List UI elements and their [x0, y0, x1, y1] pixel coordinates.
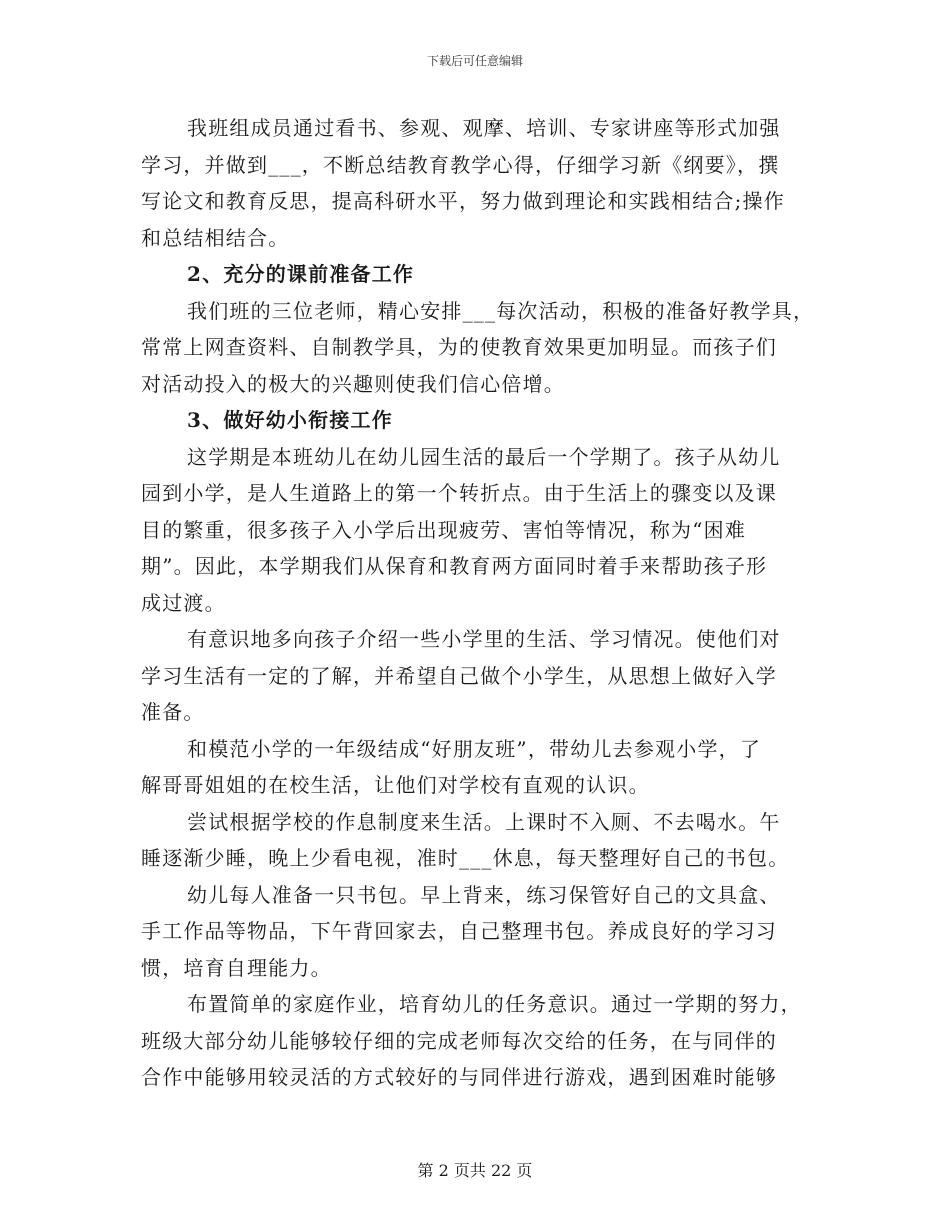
text-line: 学习，并做到___，不断总结教育教学心得，仔细学习新《纲要》，撰: [141, 152, 780, 177]
document-body: [141, 110, 821, 1096]
text-line: 和模范小学的一年级结成“好朋友班”，带幼儿去参观小学，了: [187, 736, 762, 761]
text-line: 学习生活有一定的了解，并希望自己做个小学生，从思想上做好入学: [141, 663, 777, 688]
page-footer: 第 2 页共 22 页: [417, 1161, 533, 1180]
text-line: 写论文和教育反思，提高科研水平，努力做到理论和实践相结合;操作: [141, 189, 785, 213]
paragraph: [141, 621, 821, 731]
text-line: 准备。: [141, 700, 205, 724]
text-line: 和总结相结合。: [141, 225, 290, 250]
text-line: 班级大部分幼儿能够较仔细的完成老师每次交给的任务，在与同伴的: [141, 1028, 777, 1053]
text-line: 手工作品等物品，下午背回家去，自己整理书包。养成良好的学习习: [141, 919, 777, 943]
text-line: 对活动投入的极大的兴趣则使我们信心倍增。: [141, 371, 565, 396]
paragraph: [141, 877, 821, 987]
text-line: 合作中能够用较灵活的方式较好的与同伴进行游戏，遇到困难时能够: [141, 1065, 777, 1089]
text-line: 尝试根据学校的作息制度来生活。上课时不入厕、不去喝水。午: [187, 809, 781, 834]
text-line: 我们班的三位老师，精心安排___每次活动，积极的准备好教学具，: [187, 298, 815, 323]
text-line: 有意识地多向孩子介绍一些小学里的生活、学习情况。使他们对: [187, 627, 781, 651]
text-line: 期”。因此，本学期我们从保育和教育两方面同时着手来帮助孩子形: [141, 554, 768, 578]
paragraph: [141, 804, 821, 877]
text-line: 园到小学，是人生道路上的第一个转折点。由于生活上的骤变以及课: [141, 481, 777, 505]
paragraph: [141, 110, 821, 256]
paragraph: [141, 986, 821, 1096]
text-line: 解哥哥姐姐的在校生活，让他们对学校有直观的认识。: [141, 773, 650, 797]
page-header: 下载后可任意编辑: [426, 54, 523, 68]
paragraph: [141, 731, 821, 804]
section-heading: 3、做好幼小衔接工作: [187, 408, 393, 432]
paragraph: [141, 293, 821, 403]
text-line: 这学期是本班幼儿在幼儿园生活的最后一个学期了。孩子从幼儿: [187, 444, 781, 469]
text-line: 睡逐渐少睡，晚上少看电视，准时___休息，每天整理好自己的书包。: [141, 846, 790, 870]
paragraph: [141, 439, 821, 622]
text-line: 布置简单的家庭作业，培育幼儿的任务意识。通过一学期的努力，: [187, 992, 802, 1016]
text-line: 我班组成员通过看书、参观、观摩、培训、专家讲座等形式加强: [187, 116, 781, 140]
text-line: 常常上网查资料、自制教学具，为的使教育效果更加明显。而孩子们: [141, 335, 777, 359]
text-line: 成过渡。: [141, 590, 226, 615]
text-line: 目的繁重，很多孩子入小学后出现疲劳、害怕等情况，称为“困难: [141, 517, 747, 542]
section-heading: 2、充分的课前准备工作: [187, 262, 415, 286]
text-line: 惯，培育自理能力。: [141, 955, 332, 980]
text-line: 幼儿每人准备一只书包。早上背来，练习保管好自己的文具盒、: [187, 882, 781, 907]
